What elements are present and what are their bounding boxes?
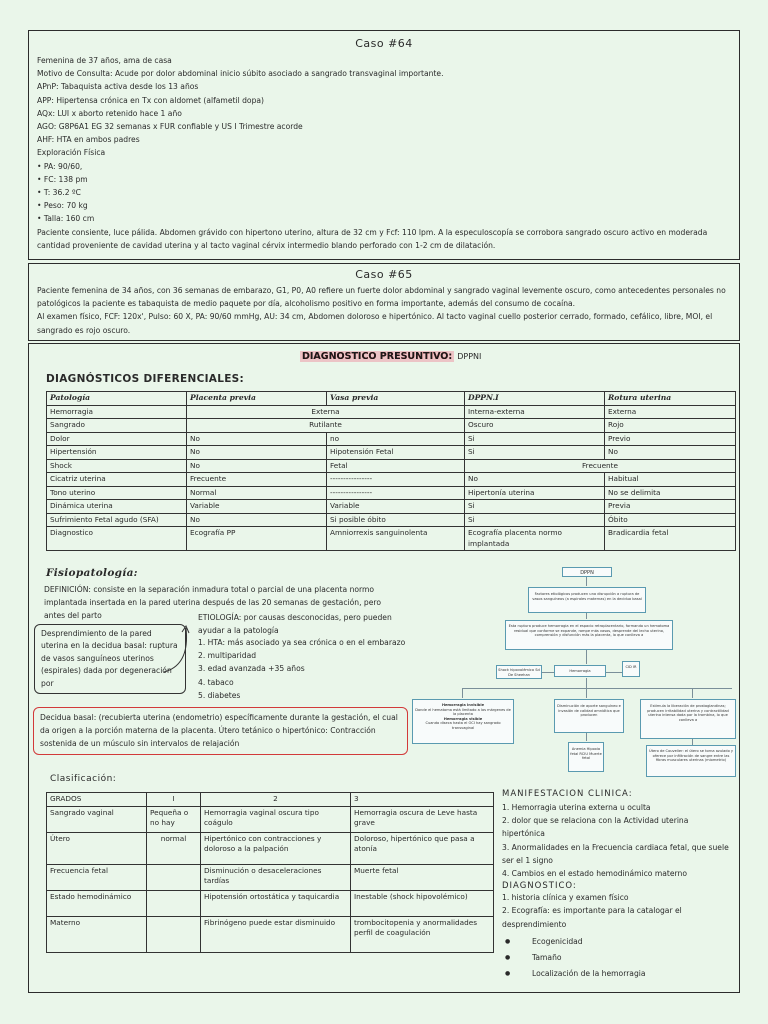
cell: [147, 916, 201, 952]
cell: Hemorragia: [47, 405, 187, 419]
flow-arrow: [586, 678, 587, 688]
cell: Shock: [47, 459, 187, 473]
cell: No: [187, 459, 327, 473]
case-line: • Talla: 160 cm: [37, 214, 95, 224]
cell: GRADOS: [47, 793, 147, 807]
flow-invisible-text: Donde el hematoma está limitado a los márgenes de la placenta: [415, 707, 511, 717]
flow-invisible-title: Hemorragia invisible: [441, 703, 485, 707]
cell: Materno: [47, 916, 147, 952]
cell: Tono uterino: [47, 486, 187, 500]
cell: Habitual: [605, 473, 736, 487]
table-row: [47, 473, 736, 487]
flow-arrow: [586, 613, 587, 619]
diagnostico-presuntivo: [300, 351, 481, 362]
cell: Amniorrexis sanguinolenta: [327, 527, 465, 551]
table-row: [47, 832, 494, 864]
cell: ----------------: [327, 473, 465, 487]
dd-header: Rotura uterina: [605, 392, 736, 406]
flow-arrow: [606, 672, 622, 673]
cell: Frecuencia fetal: [47, 864, 147, 890]
cell: Bradicardia fetal: [605, 527, 736, 551]
flow-visible-text: Cuando diseca hasta el OCI hay sangrado transvaginal: [425, 721, 501, 730]
cell: Hipotensión Fetal: [327, 446, 465, 460]
cell: Interna-externa: [465, 405, 605, 419]
table-row: [47, 527, 736, 551]
table-row: [47, 916, 494, 952]
cell: Hipertensión: [47, 446, 187, 460]
cell: 2: [201, 793, 351, 807]
note-arrow-icon: [160, 620, 200, 680]
cell: Fibrinógeno puede estar disminuido: [201, 916, 351, 952]
cell: Fetal: [327, 459, 465, 473]
flow-ruptura: Esta ruptura produce hemorragia en el espacio retroplacentario, formando un hematoma residual que conforme se expande, rompe más vasos, desprende del lecho uterino, comprensión y disfunción más la placenta, lo que conlleva a: [505, 620, 673, 650]
dd-header: Vasa previa: [327, 392, 465, 406]
case-line: Motivo de Consulta: Acude por dolor abdominal inicio súbito asociado a sangrado transvaginal importante.: [37, 69, 444, 79]
flow-arrow: [586, 577, 587, 586]
cell: Si: [465, 432, 605, 446]
case-line: APnP: Tabaquista activa desde los 13 años: [37, 82, 199, 92]
flow-cid: CID IR: [622, 661, 640, 677]
caso-65-title: Caso #65: [355, 268, 413, 281]
cell: Si: [465, 446, 605, 460]
case-line: AHF: HTA en ambos padres: [37, 135, 140, 145]
fisio-etiologia: ETIOLOGÍA: por causas desconocidas, pero pueden ayudar a la patología: [198, 613, 392, 636]
cell: Dolor: [47, 432, 187, 446]
cell: Estado hemodinámico: [47, 890, 147, 916]
cell: Previo: [605, 432, 736, 446]
dd-header-row: [47, 392, 736, 406]
dx-item: 1. historia clínica y examen físico: [502, 893, 629, 903]
flow-factores: Factores etiológicos producen una disrupción a ruptura de vasos sanguíneos (a espirales maternas) en la decidua basal: [528, 587, 646, 613]
cell: I: [147, 793, 201, 807]
flow-shock: Shock hipovolémico Sd De Sheehan: [496, 665, 542, 679]
cell: No: [605, 446, 736, 460]
dd-header: Patología: [47, 392, 187, 406]
cell: Óbito: [605, 513, 736, 527]
flow-anemia: Anemia Hipoxia fetal RCIU Muerte fetal: [568, 742, 604, 772]
manif-title: MANIFESTACION CLINICA:: [502, 789, 633, 799]
cell: Cicatriz uterina: [47, 473, 187, 487]
cell: Oscuro: [465, 419, 605, 433]
cell: ----------------: [327, 486, 465, 500]
cell: Doloroso, hipertónico que pasa a atonía: [351, 832, 494, 864]
flow-hemorragia: Hemorragia: [554, 665, 606, 677]
table-row: [47, 419, 736, 433]
cell: Inestable (shock hipovolémico): [351, 890, 494, 916]
cell: Dinámica uterina: [47, 500, 187, 514]
caso-64-lines: [37, 54, 737, 252]
cell: No: [187, 513, 327, 527]
manif-item: 1. Hemorragia uterina externa u oculta: [502, 803, 651, 812]
flow-arrow: [586, 688, 587, 698]
case-line: Exploración Física: [37, 148, 106, 158]
caso-65-p2: Al examen físico, FCF: 120x', Pulso: 60 X, PA: 90/60 mmHg, AU: 34 cm, Abdomen doloroso e hipertónico. Al tacto vaginal cuello posterior cerrado, formado, cefálico, libre, MOI, el sangrado es rojo oscuro.: [37, 312, 713, 335]
fisio-definicion: DEFINICIÓN: consiste en la separación inmadura total o parcial de una placenta normo implantada insertada en la pared uterina después de las 20 semanas de gestación, pero antes del parto: [44, 585, 382, 621]
etiologia-item: 2. multiparidad: [198, 651, 257, 661]
dx-bullet: ● Ecogenicidad: [502, 935, 730, 948]
table-row: [47, 405, 736, 419]
manif-item: 2. dolor que se relaciona con la Actividad uterina hipertónica: [502, 816, 689, 839]
table-row: [47, 500, 736, 514]
decidua-note: Decidua basal: (recubierta uterina (endometrio) específicamente durante la gestación, el cual da origen a la porción materna de la placenta. Útero tetánico o hipertónico: Contracción sostenida de un músculo sin intervalos de relajación: [33, 707, 408, 755]
cell: Si posible óbito: [327, 513, 465, 527]
dx-item: 2. Ecografía: es importante para la catalogar el desprendimiento: [502, 906, 682, 929]
table-row: [47, 806, 494, 832]
table-row: [47, 486, 736, 500]
cell: Frecuente: [187, 473, 327, 487]
clasif-title: Clasificación:: [50, 774, 117, 784]
case-line: • PA: 90/60,: [37, 161, 83, 171]
fisio-title: Fisiopatología:: [46, 567, 138, 579]
cell: Normal: [187, 486, 327, 500]
cell: trombocitopenia y anormalidades perfil de coagulación: [351, 916, 494, 952]
desprendimiento-note: Desprendimiento de la pared uterina en la decidua basal: ruptura de vasos sanguíneos uterinos (espirales) dada por degeneración por: [34, 624, 186, 694]
caso-65-p1: Paciente femenina de 34 años, con 36 semanas de embarazo, G1, P0, A0 refiere un fuerte dolor abdominal y sangrado vaginal levemente oscuro, como antecedentes personales no patológicos la paciente es tabaquista de medio paquete por día, alcoholismo positivo en forma importante, además del consumo de cocaína.: [37, 286, 726, 309]
dx-bullet: ● Tamaño: [502, 951, 730, 964]
table-row: [47, 890, 494, 916]
flow-dppn: DPPN: [562, 567, 612, 577]
cell: Pequeña o no hay: [147, 806, 201, 832]
table-row: [47, 459, 736, 473]
flow-arrow: [462, 688, 463, 698]
case-line: • T: 36.2 ºC: [37, 188, 81, 198]
cell: Rutilante: [187, 419, 465, 433]
case-paragraph: Paciente consiente, luce pálida. Abdomen grávido con hipertono uterino, altura de 32 cm y Fcf: 110 lpm. A la especuloscopía se corrobora sangrado oscuro activo en moderada cantidad proveniente de cavidad uterina y al tacto vaginal cérvix intermedio blando perforado con 1-2 cm de dilatación.: [37, 227, 708, 250]
cell: Externa: [187, 405, 465, 419]
cell: Hemorragia vaginal oscura tipo coágulo: [201, 806, 351, 832]
cell: No se delimita: [605, 486, 736, 500]
flowchart: [410, 566, 738, 786]
cell: Variable: [187, 500, 327, 514]
flow-couvelier: Útero de Couvelier: el útero se torna azulado y oferece por infiltración de sangre entre las fibras musculares uterinas (miometrio): [646, 745, 736, 777]
table-row: [47, 446, 736, 460]
etiologia-list: [198, 636, 408, 702]
etiologia-item: 4. tabaco: [198, 677, 234, 687]
diagnostico-value: DPPNI: [457, 352, 482, 361]
flow-arrow: [586, 650, 587, 664]
cell: Sufrimiento Fetal agudo (SFA): [47, 513, 187, 527]
flow-arrow: [692, 688, 693, 698]
flow-disminucion: Disminución de aporte sanguíneo e invasión de calidad amniótica que producen: [554, 699, 624, 733]
dx-bullets: [502, 935, 730, 981]
case-line: • Peso: 70 kg: [37, 201, 88, 211]
cell: No: [465, 473, 605, 487]
cell: Hipotensión ortostática y taquicardia: [201, 890, 351, 916]
clasif-table: [46, 792, 494, 953]
case-line: Femenina de 37 años, ama de casa: [37, 56, 172, 65]
cell: Externa: [605, 405, 736, 419]
case-line: APP: Hipertensa crónica en Tx con aldomet (alfametil dopa): [37, 95, 265, 105]
cell: Ecografía PP: [187, 527, 327, 551]
flow-invisible: [412, 699, 514, 744]
cell: Muerte fetal: [351, 864, 494, 890]
cell: [147, 890, 201, 916]
cell: Útero: [47, 832, 147, 864]
cell: Si: [465, 513, 605, 527]
cell: Hemorragia oscura de Leve hasta grave: [351, 806, 494, 832]
manif-item: 4. Cambios en el estado hemodinámico materno: [502, 869, 688, 879]
etiologia-item: 1. HTA: más asociado ya sea crónica o en el embarazo: [198, 638, 406, 647]
cell: Hipertónico con contracciones y doloroso a la palpación: [201, 832, 351, 864]
table-row: [47, 513, 736, 527]
table-row: [47, 793, 494, 807]
cell: Rojo: [605, 419, 736, 433]
cell: normal: [147, 832, 201, 864]
etiologia-item: 5. diabetes: [198, 690, 241, 700]
cell: Sangrado: [47, 419, 187, 433]
cell: Previa: [605, 500, 736, 514]
dx-bullet: ● Localización de la hemorragia: [502, 967, 730, 980]
cell: 3: [351, 793, 494, 807]
cell: Variable: [327, 500, 465, 514]
case-line: • FC: 138 pm: [37, 174, 88, 184]
cell: Disminución o desaceleraciones tardías: [201, 864, 351, 890]
manifestacion-section: [502, 789, 730, 980]
cell: Ecografía placenta normo implantada: [465, 527, 605, 551]
dd-table: [46, 391, 736, 551]
cell: No: [187, 446, 327, 460]
flow-arrow: [542, 672, 554, 673]
flow-arrow: [586, 733, 587, 741]
dd-title: DIAGNÓSTICOS DIFERENCIALES:: [46, 373, 245, 385]
case-line: AQx: LUI x aborto retenido hace 1 año: [37, 108, 182, 118]
caso-65-text: [37, 284, 727, 337]
flow-visible-title: Hemorragia visible: [443, 716, 483, 721]
etiologia-item: 3. edad avanzada +35 años: [198, 664, 305, 674]
dx-title: DIAGNOSTICO:: [502, 881, 577, 892]
cell: Hipertonía uterina: [465, 486, 605, 500]
cell: No: [187, 432, 327, 446]
cell: Diagnostico: [47, 527, 187, 551]
cell: no: [327, 432, 465, 446]
flow-estimula: Estimula la liberación de prostaglandinas; producen irritabilidad uterina y contractilidad uterina intensa dada por la trombina, lo que conlleva a: [640, 699, 736, 739]
table-row: [47, 864, 494, 890]
manif-item: 3. Anormalidades en la Frecuencia cardiaca fetal, que suele ser el 1 signo: [502, 842, 729, 865]
case-line: AGO: G8P6A1 EG 32 semanas x FUR confiable y US I Trimestre acorde: [37, 122, 303, 132]
cell: Si: [465, 500, 605, 514]
cell: [147, 864, 201, 890]
dd-header: Placenta previa: [187, 392, 327, 406]
caso-64-title: Caso #64: [355, 37, 413, 50]
table-row: [47, 432, 736, 446]
cell: Sangrado vaginal: [47, 806, 147, 832]
dd-header: DPPN.I: [465, 392, 605, 406]
cell: Frecuente: [465, 459, 736, 473]
diagnostico-label: DIAGNOSTICO PRESUNTIVO:: [302, 351, 453, 362]
